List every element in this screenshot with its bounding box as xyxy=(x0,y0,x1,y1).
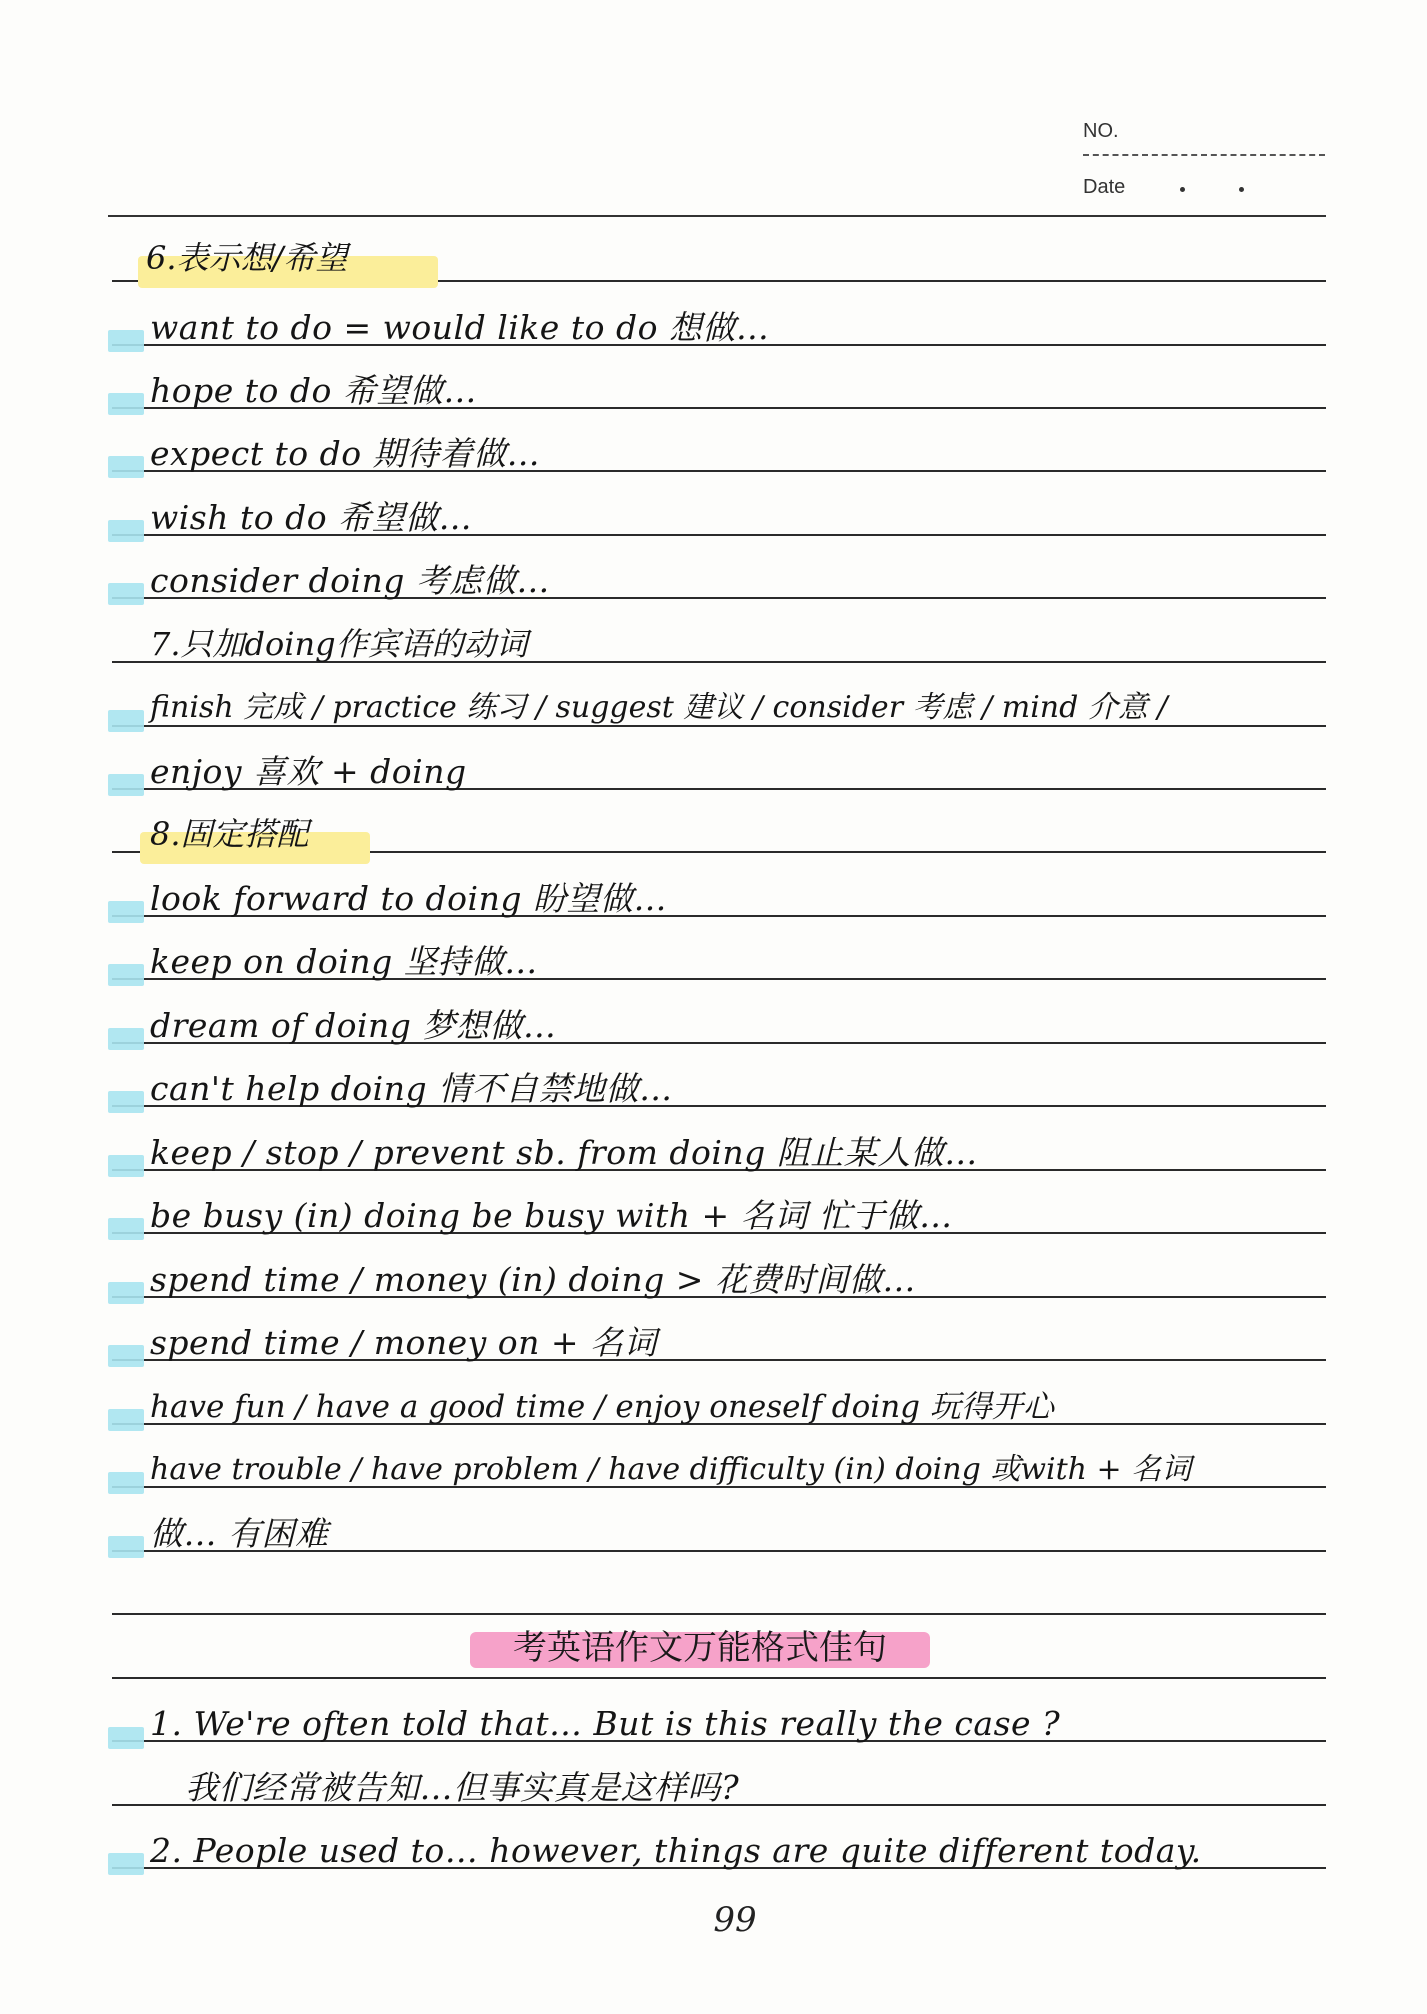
ruled-line xyxy=(112,1613,1326,1615)
section-6-title: 6.表示想/希望 xyxy=(146,239,348,277)
date-dot xyxy=(1180,187,1185,192)
phrase-item: spend time / money (in) doing > 花费时间做… xyxy=(150,1260,916,1299)
phrase-item: consider doing 考虑做… xyxy=(150,561,550,600)
bullet-marker xyxy=(108,520,144,542)
header-dashed-rule xyxy=(1083,154,1325,156)
bullet-marker xyxy=(108,710,144,732)
phrase-item: look forward to doing 盼望做… xyxy=(150,879,667,918)
bullet-marker xyxy=(108,330,144,352)
phrase-item: dream of doing 梦想做… xyxy=(150,1006,557,1045)
bullet-marker xyxy=(108,1091,144,1113)
bullet-marker xyxy=(108,456,144,478)
phrase-item: enjoy 喜欢 + doing xyxy=(150,752,467,791)
bullet-marker xyxy=(108,393,144,415)
phrase-item: have fun / have a good time / enjoy oneself doing 玩得开心 xyxy=(150,1389,1054,1425)
top-rule xyxy=(108,215,1326,217)
essay-sentence: 1. We're often told that… But is this really the case ? xyxy=(150,1704,1061,1743)
date-label: Date xyxy=(1083,176,1126,198)
bullet-marker xyxy=(108,1155,144,1177)
phrase-item: 做… 有困难 xyxy=(150,1514,329,1553)
bullet-marker xyxy=(108,1028,144,1050)
phrase-item: can't help doing 情不自禁地做… xyxy=(150,1069,673,1108)
phrase-item: hope to do 希望做… xyxy=(150,371,477,410)
phrase-item: have trouble / have problem / have difficulty (in) doing 或with + 名词 xyxy=(150,1452,1192,1487)
essay-sentence: 2. People used to… however, things are quite different today. xyxy=(150,1831,1202,1870)
phrase-item: keep on doing 坚持做… xyxy=(150,942,538,981)
bullet-marker xyxy=(108,1409,144,1431)
bullet-marker xyxy=(108,1218,144,1240)
phrase-item: keep / stop / prevent sb. from doing 阻止某人做… xyxy=(150,1133,978,1172)
date-dot xyxy=(1239,187,1244,192)
phrase-item: be busy (in) doing be busy with + 名词 忙于做… xyxy=(150,1196,953,1235)
phrase-item: finish 完成 / practice 练习 / suggest 建议 / consider 考虑 / mind 介意 / xyxy=(150,690,1168,725)
bullet-marker xyxy=(108,1282,144,1304)
bullet-marker xyxy=(108,964,144,986)
bullet-marker xyxy=(108,1536,144,1558)
bullet-marker xyxy=(108,1472,144,1494)
bullet-marker xyxy=(108,901,144,923)
section-7-title: 7.只加doing作宾语的动词 xyxy=(150,625,528,663)
bullet-marker xyxy=(108,1727,144,1749)
essay-translation: 我们经常被告知…但事实真是这样吗? xyxy=(185,1768,740,1807)
phrase-item: wish to do 希望做… xyxy=(150,498,473,537)
phrase-item: spend time / money on + 名词 xyxy=(150,1323,658,1362)
bullet-marker xyxy=(108,774,144,796)
bullet-marker xyxy=(108,1345,144,1367)
phrase-item: expect to do 期待着做… xyxy=(150,434,541,473)
page-number: 99 xyxy=(713,1900,757,1940)
phrase-item: want to do = would like to do 想做… xyxy=(150,308,770,347)
bullet-marker xyxy=(108,583,144,605)
section-8-title: 8.固定搭配 xyxy=(150,815,309,853)
essay-title: 考英语作文万能格式佳句 xyxy=(513,1628,887,1668)
number-label: NO. xyxy=(1083,120,1119,142)
ruled-line xyxy=(112,1677,1326,1679)
bullet-marker xyxy=(108,1853,144,1875)
